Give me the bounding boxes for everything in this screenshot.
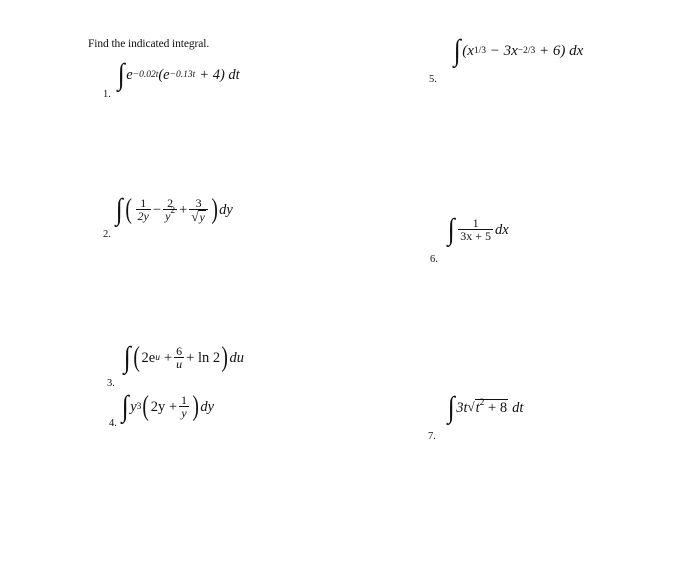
problem-1-expression: ∫ e −0.02t (e −0.13t + 4) dt (117, 58, 240, 91)
integral-sign: ∫ (447, 213, 455, 246)
problem-number: 2. (103, 229, 111, 240)
problem-number: 7. (428, 431, 436, 442)
integral-sign: ∫ (123, 341, 131, 374)
problem-2-expression: ∫ ( $\frac{1}{2y}$ − $\frac{2}{y^2}$ + 3 √ y ) dy (115, 193, 233, 226)
problem-number: 6. (430, 254, 438, 265)
problem-5-expression: ∫ (x 1/3 − 3x −2/3 + 6) dx (453, 34, 584, 67)
integral-sign: ∫ (447, 391, 455, 424)
problem-number: 5. (429, 74, 437, 85)
integral-sign: ∫ (453, 34, 461, 67)
problem-number: 1. (103, 89, 111, 100)
integral-sign: ∫ (117, 58, 125, 91)
problem-number: 3. (107, 378, 115, 389)
problem-6-expression: ∫ $\frac{1}{3x + 5}$ dx (447, 213, 509, 246)
problem-number: 4. (109, 418, 117, 429)
problem-3-expression: ∫ ( 2e u + $\frac{6}{u}$ + ln 2 ) du (123, 341, 244, 374)
integral-sign: ∫ (121, 390, 129, 423)
problem-7-expression: ∫ 3t √ $t^2 + 8$ dt (447, 391, 524, 424)
integral-sign: ∫ (115, 193, 123, 226)
instruction-text: Find the indicated integral. (88, 38, 210, 50)
problem-4-expression: ∫ y 3 ( 2y + $\frac{1}{y}$ ) dy (121, 390, 215, 423)
